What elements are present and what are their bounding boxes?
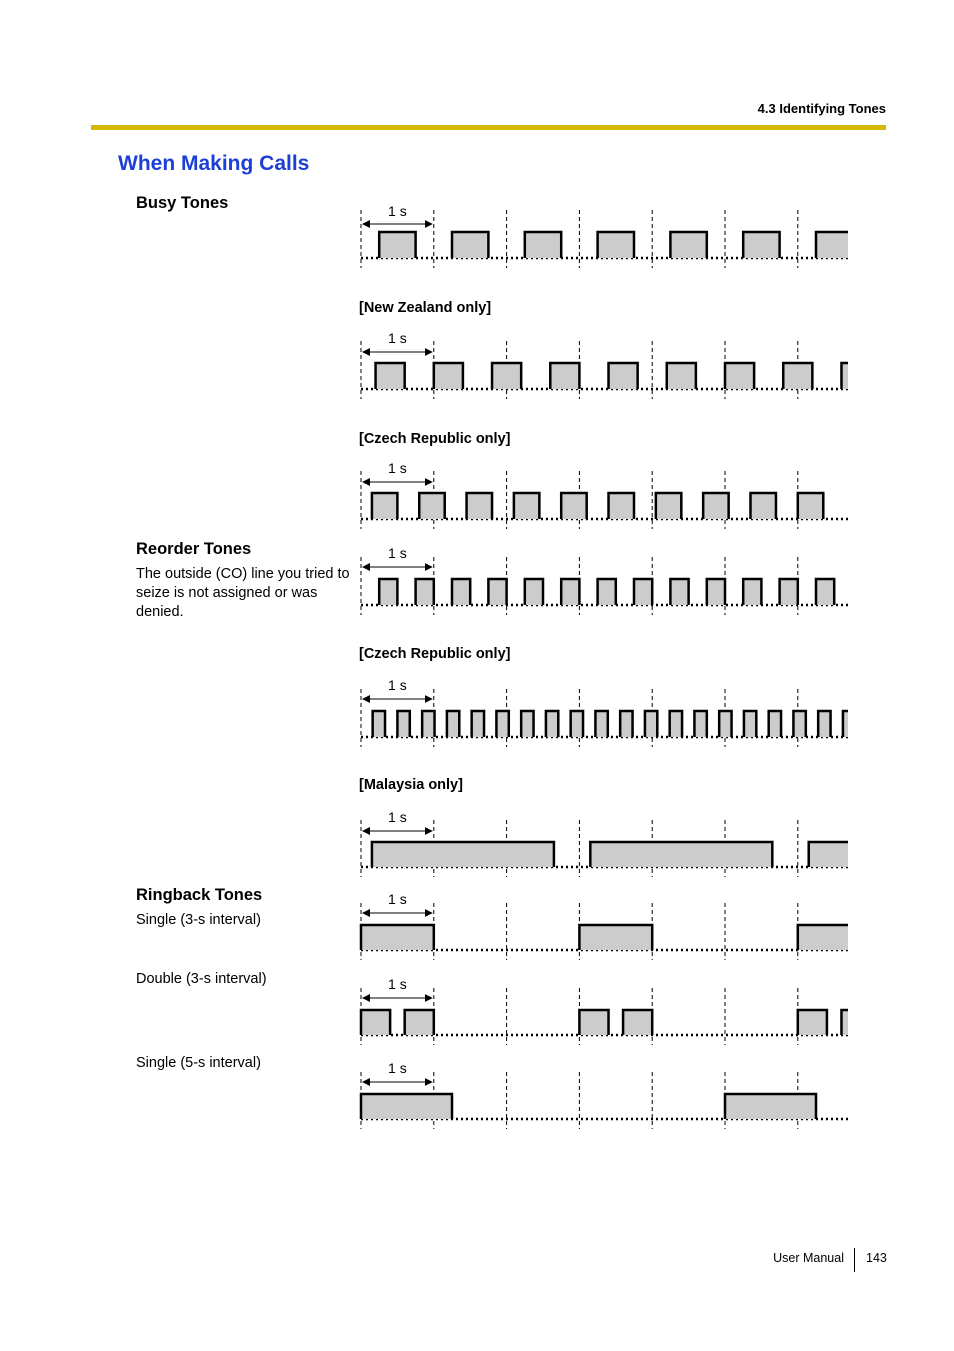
one-second-label: 1 s	[388, 976, 407, 992]
one-second-label: 1 s	[388, 1060, 407, 1076]
tone-pulse	[725, 1094, 816, 1119]
tone-pulse	[452, 232, 488, 258]
tone-pulse	[488, 579, 506, 605]
tone-pulse	[670, 232, 706, 258]
tone-pulse	[798, 493, 823, 519]
tone-pulse	[703, 493, 728, 519]
tone-pulse	[361, 925, 434, 950]
tone-pulse	[595, 711, 607, 737]
tone-pulse	[656, 493, 681, 519]
tone-pulse	[750, 493, 775, 519]
tone-pulse	[670, 579, 688, 605]
tone-pulse	[579, 1010, 608, 1035]
tone-pulse	[372, 842, 554, 867]
tone-pulse	[744, 711, 756, 737]
one-second-label: 1 s	[388, 330, 407, 346]
tone-pulse	[419, 493, 444, 519]
tone-pulse	[467, 493, 492, 519]
tone-pulse	[405, 1010, 434, 1035]
ringback-single-5s-label: Single (5-s interval)	[136, 1055, 261, 1071]
tone-pulse	[609, 363, 638, 389]
tone-pulse	[579, 925, 652, 950]
tone-pulse	[783, 363, 812, 389]
tone-pulse	[361, 1094, 452, 1119]
tone-pulse	[780, 579, 798, 605]
tone-pulse	[447, 711, 459, 737]
one-second-label: 1 s	[388, 891, 407, 907]
page-number: 143	[866, 1251, 887, 1265]
tone-pulse	[623, 1010, 652, 1035]
tone-pulse	[725, 363, 754, 389]
tone-pulse	[590, 842, 772, 867]
tone-pulse	[818, 711, 830, 737]
tone-pulse	[452, 579, 470, 605]
one-second-label: 1 s	[388, 460, 407, 476]
tone-pulse	[561, 579, 579, 605]
tone-pulse	[743, 579, 761, 605]
tone-pulse	[694, 711, 706, 737]
tone-pulse	[620, 711, 632, 737]
tone-pulse	[372, 493, 397, 519]
tone-pulse	[816, 579, 834, 605]
tone-pulse	[361, 1010, 390, 1035]
tone-pulse	[571, 711, 583, 737]
tone-pulse	[521, 711, 533, 737]
tone-pulse	[546, 711, 558, 737]
tone-pulse	[667, 363, 696, 389]
tone-pulse	[376, 363, 405, 389]
ringback-tones-heading: Ringback Tones	[136, 886, 263, 904]
tone-pulse	[719, 711, 731, 737]
one-second-label: 1 s	[388, 545, 407, 561]
busy-tones-heading: Busy Tones	[136, 194, 229, 212]
caption-new-zealand: [New Zealand only]	[359, 300, 492, 316]
tone-pulse	[598, 232, 634, 258]
tone-pulse	[422, 711, 434, 737]
one-second-label: 1 s	[388, 677, 407, 693]
tone-pulse	[434, 363, 463, 389]
reorder-tones-description: The outside (CO) line you tried to seize is not assigned or was denied.	[136, 566, 350, 620]
one-second-label: 1 s	[388, 809, 407, 825]
tone-pulse	[798, 1010, 827, 1035]
tone-pulse	[707, 579, 725, 605]
tone-pulse	[492, 363, 521, 389]
tone-pulse	[609, 493, 634, 519]
tone-pulse	[550, 363, 579, 389]
tone-pulse	[798, 925, 848, 950]
tone-pulse	[561, 493, 586, 519]
footer-separator	[854, 1248, 855, 1272]
tone-pulse	[397, 711, 409, 737]
reorder-tones-heading: Reorder Tones	[136, 540, 252, 558]
tone-pulse	[816, 232, 848, 258]
tone-pulse	[809, 842, 848, 867]
caption-malaysia: [Malaysia only]	[359, 777, 463, 793]
tone-pulse	[373, 711, 385, 737]
tone-pulse	[525, 232, 561, 258]
tone-pulse	[670, 711, 682, 737]
ringback-single-3s-label: Single (3-s interval)	[136, 912, 261, 928]
tone-pulse	[634, 579, 652, 605]
caption-czech-busy: [Czech Republic only]	[359, 431, 511, 447]
tone-pulse	[645, 711, 657, 737]
tone-pulse	[743, 232, 779, 258]
tone-pulse	[514, 493, 539, 519]
tone-pulse	[496, 711, 508, 737]
footer-label: User Manual	[773, 1251, 844, 1265]
page-title: When Making Calls	[118, 152, 310, 175]
tone-pulse	[793, 711, 805, 737]
section-reference: 4.3 Identifying Tones	[757, 101, 886, 116]
ringback-double-3s-label: Double (3-s interval)	[136, 971, 267, 987]
tone-pulse	[379, 232, 415, 258]
tone-pulse	[416, 579, 434, 605]
one-second-label: 1 s	[388, 203, 407, 219]
tone-pulse	[769, 711, 781, 737]
caption-czech-reorder: [Czech Republic only]	[359, 646, 511, 662]
tone-pulse	[525, 579, 543, 605]
tone-pulse	[379, 579, 397, 605]
tone-pulse	[598, 579, 616, 605]
tone-pulse	[472, 711, 484, 737]
